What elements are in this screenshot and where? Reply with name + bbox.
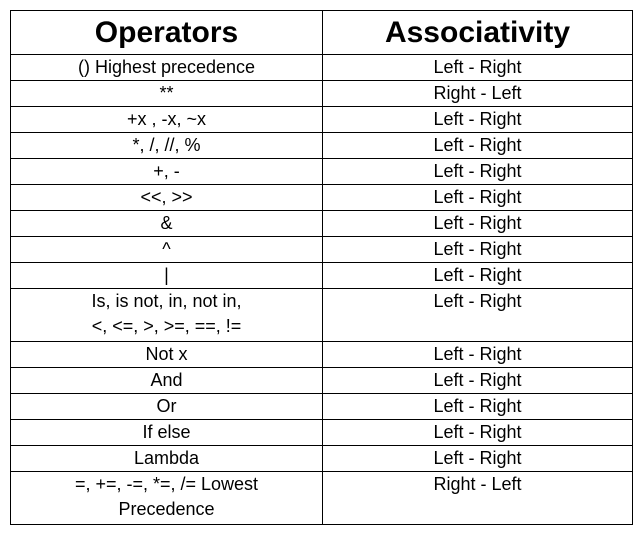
table-row [11,368,633,394]
operator-cell: & [11,211,323,237]
associativity-cell: Left - Right [323,211,633,237]
associativity-cell: Left - Right [323,420,633,446]
associativity-cell: Left - Right [323,185,633,211]
associativity-cell: Right - Left [323,472,633,525]
table-row [11,211,633,237]
associativity-cell: Left - Right [323,107,633,133]
operator-cell: If else [11,420,323,446]
associativity-cell: Left - Right [323,55,633,81]
operator-line: =, +=, -=, *=, /= Lowest [74,474,259,494]
header-associativity: Associativity [323,11,633,55]
associativity-cell: Left - Right [323,446,633,472]
operator-line: Is, is not, in, not in, [91,291,242,311]
table-row [11,81,633,107]
operator-cell: Not x [11,342,323,368]
table-row [11,237,633,263]
table-row [11,394,633,420]
associativity-cell: Right - Left [323,81,633,107]
associativity-cell: Left - Right [323,263,633,289]
operator-cell: <<, >> [11,185,323,211]
operator-cell [11,289,323,342]
operator-cell: ^ [11,237,323,263]
operator-cell: ** [11,81,323,107]
operator-cell: () Highest precedence [11,55,323,81]
table-row [11,446,633,472]
associativity-cell: Left - Right [323,289,633,342]
associativity-cell: Left - Right [323,133,633,159]
operator-cell: Lambda [11,446,323,472]
operator-cell: +, - [11,159,323,185]
operator-cell: +x , -x, ~x [11,107,323,133]
associativity-cell: Left - Right [323,159,633,185]
table-row [11,55,633,81]
operator-line: Precedence [118,499,215,519]
table-row [11,263,633,289]
operator-cell: | [11,263,323,289]
table-row [11,289,633,342]
table-row [11,185,633,211]
table-row [11,342,633,368]
operator-line: <, <=, >, >=, ==, != [91,316,242,336]
table-row [11,420,633,446]
table-row [11,159,633,185]
operator-cell: Or [11,394,323,420]
table-row [11,107,633,133]
table-row [11,472,633,525]
associativity-cell: Left - Right [323,394,633,420]
table-row [11,133,633,159]
header-operators: Operators [11,11,323,55]
associativity-cell: Left - Right [323,368,633,394]
header-row [11,11,633,55]
precedence-table [10,10,633,525]
operator-cell: *, /, //, % [11,133,323,159]
operator-cell: And [11,368,323,394]
associativity-cell: Left - Right [323,237,633,263]
associativity-cell: Left - Right [323,342,633,368]
operator-cell [11,472,323,525]
